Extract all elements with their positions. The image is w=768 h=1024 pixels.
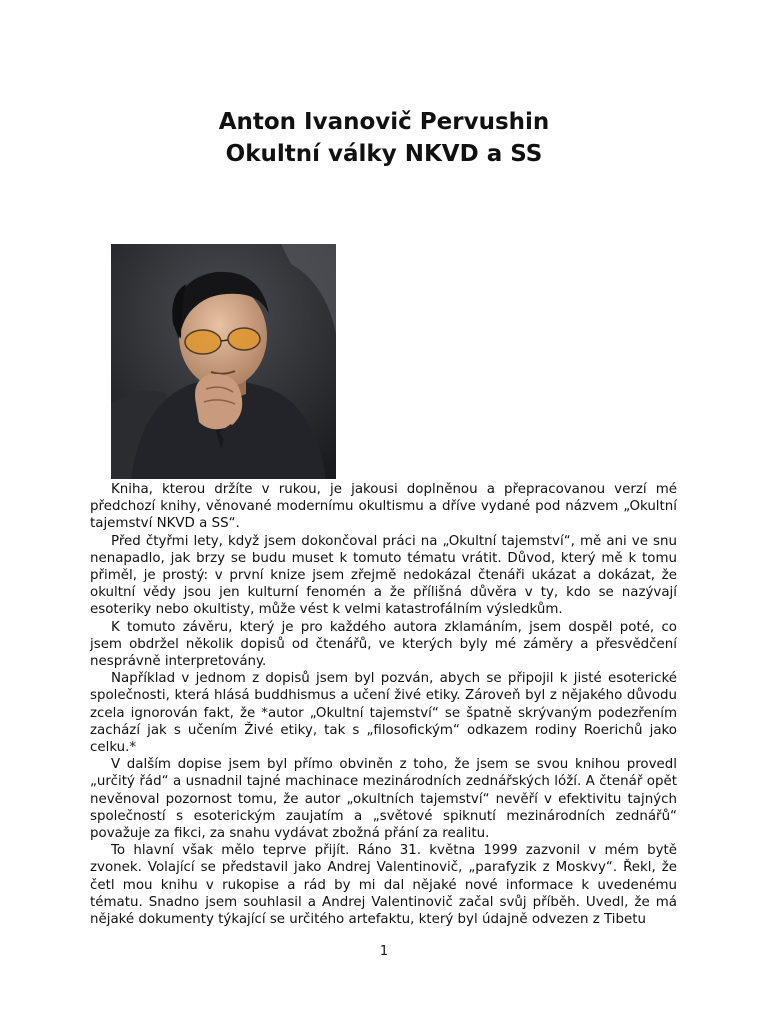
paragraph: V dalším dopise jsem byl přímo obviněn z toho, že jsem se svou knihou provedl „určitý řád“ a usnadnil tajné machinace mezinárodních zednářských lóží. A čtenář opět nevěnoval pozornost tomu, že autor „okultních tajemství“ nevěří v efektivitu tajných společností s esoterickým zaujatím a „světové spiknutí mezinárodních zednářů“ považuje za fikci, za snahu vydávat zbožná přání za realitu. (90, 757, 677, 842)
paragraph: Kniha, kterou držíte v rukou, je jakousi doplněnou a přepracovanou verzí mé předchozí knihy, věnované modernímu okultismu a dříve vydané pod názvem „Okultní tajemství NKVD a SS“. (90, 482, 677, 532)
paragraph: To hlavní však mělo teprve přijít. Ráno 31. května 1999 zazvonil v mém bytě zvonek. Volající se představil jako Andrej Valentinovič, „parafyzik z Moskvy“. Řekl, že četl mou knihu v rukopise a rád by mi dal nějaké nové informace k uvedenému tématu. Snadno jsem souhlasil a Andrej Valentinovič začal svůj příběh. Uvedl, že má nějaké dokumenty týkající se určitého artefaktu, který byl údajně odvezen z Tibetu (90, 843, 677, 928)
paragraph: Například v jednom z dopisů jsem byl pozván, abych se připojil k jisté esoterické společnosti, která hlásá buddhismus a učení živé etiky. Zároveň byl z nějakého důvodu zcela ignorován fakt, že *autor „Okultní tajemství“ se špatně skrývaným podezřením zachází jak s učením Živé etiky, tak s „filosofickým“ odkazem rodiny Roerichů jako celku.* (90, 671, 677, 756)
page-number: 1 (379, 944, 389, 959)
author-name: Anton Ivanovič Pervushin (218, 109, 550, 135)
author-photo (111, 244, 336, 479)
paragraph: K tomuto závěru, který je pro každého autora zklamáním, jsem dospěl poté, co jsem obdržel několik dopisů od čtenářů, ve kterých byly mé záměry a přesvědčení nesprávně interpretovány. (90, 619, 677, 670)
body-text (90, 481, 677, 928)
paragraph: Před čtyřmi lety, když jsem dokončoval práci na „Okultní tajemství“, mě ani ve snu nenapadlo, jak brzy se budu muset k tomuto tématu vrátit. Důvod, který mě k tomu přiměl, je prostý: v první knize jsem zřejmě nedokázal čtenáři ukázat a dokázat, že okultní vědy jsou jen kulturní fenomén a že přílišná důvěra v ty, kdo se nazývají esoteriky nebo okultisty, může vést k velmi katastrofálním výsledkům. (90, 533, 677, 618)
book-title: Okultní války NKVD a SS (225, 141, 543, 167)
document-title (0, 106, 768, 170)
